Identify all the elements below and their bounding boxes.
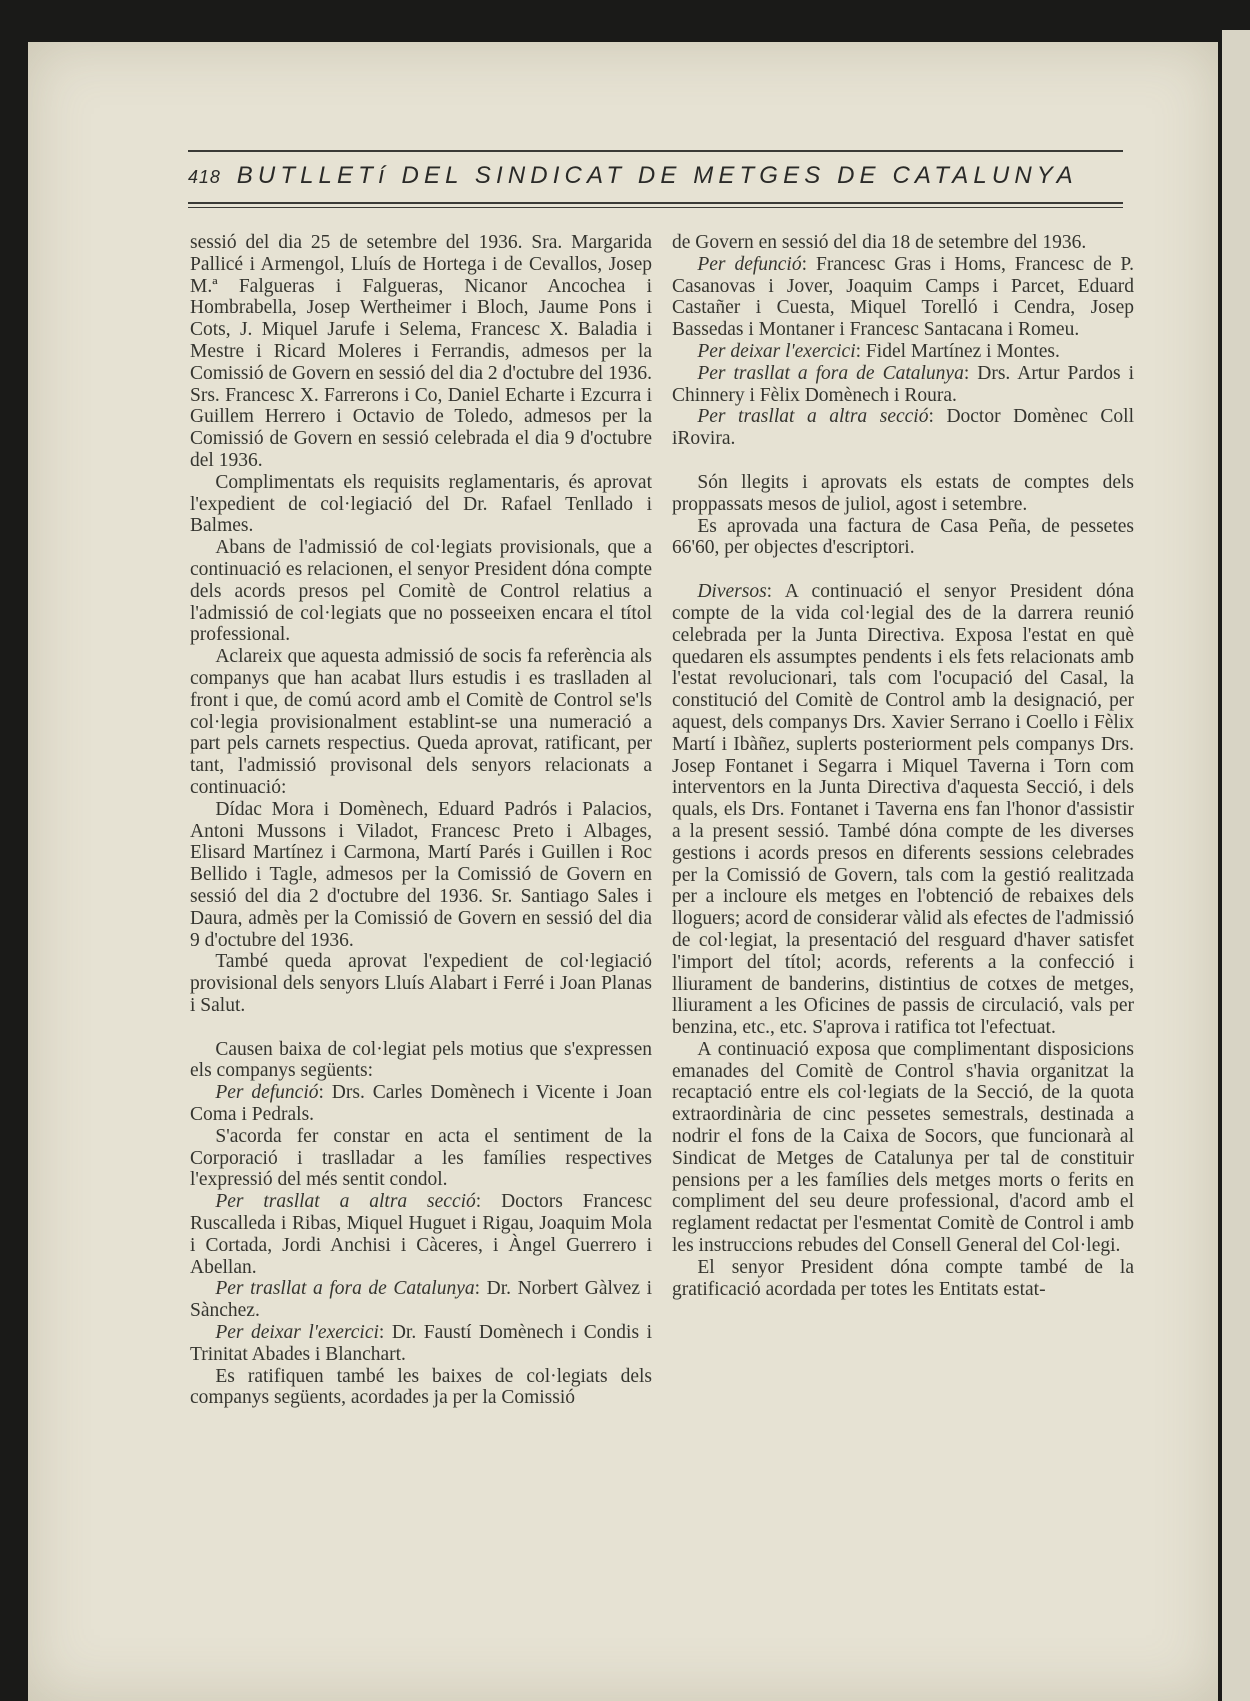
header-bottom-rule-thin [188,207,1123,208]
section-label: Per deixar l'exercici [697,340,856,362]
paragraph-text: : Francesc Gras i Homs, Francesc de P. Casanovas i Jover, Joaquim Camps i Parcet, Eduard Castañer i Cuesta, Miquel Torelló i Cendra, Josep Bassedas i Montaner i Francesc Santacana i Romeu. [672,253,1134,341]
paragraph: Abans de l'admissió de col·legiats provisionals, que a continuació es relacionen, el senyor President dóna compte dels acords presos pel Comitè de Control relatius a l'admissió de col·legiats que no posseeixen encara el títol professional. [190,537,652,646]
paragraph: Aclareix que aquesta admissió de socis fa referència als companys que han acabat llurs estudis i es traslladen al front i que, de comú acord amb el Comitè de Control se'ls col·legia provisionalment establint-se una numeració a part pels carnets respectius. Queda aprovat, ratificant, per tant, l'admissió provisonal dels senyors relacionats a continuació: [190,646,652,798]
running-title: BUTLLETí DEL SINDICAT DE METGES DE CATALUNYA [236,162,1078,189]
paragraph [672,406,1134,450]
section-label: Per trasllat a altra secció [215,1191,476,1213]
header-bottom-rule [188,202,1123,204]
section-label: Per deixar l'exercici [215,1322,379,1344]
paragraph-text: : Dr. Faustí Domènech i Condis i Trinitat Abades i Blanchart. [190,1322,652,1365]
paragraph-text: : Fidel Martínez i Montes. [855,340,1060,362]
paragraph: Dídac Mora i Domènech, Eduard Padrós i Palacios, Antoni Mussons i Viladot, Francesc Preto i Albages, Elisard Martínez i Carmona, Martí Parés i Guillen i Roc Bellido i Tagle, admesos per la Comissió de Govern en sessió del dia 2 d'octubre del 1936. Sr. Santiago Sales i Daura, admès per la Comissió de Govern en sessió del dia 9 d'octubre del 1936. [190,798,652,951]
paragraph: de Govern en sessió del dia 18 de setembre del 1936. [672,232,1087,253]
paragraph-text: : Doctors Francesc Ruscalleda i Ribas, Miquel Huguet i Rigau, Joaquim Mola i Cortada, Jordi Anchisi i Càceres, i Àngel Guerrero i Abellan. [190,1191,652,1278]
paragraph-text: : Drs. Artur Pardos i Chinnery i Fèlix Domènech i Roura. [672,362,1134,406]
paragraph: Són llegits i aprovats els estats de comptes dels proppassats mesos de juliol, agost i setembre. [672,471,1134,515]
paragraph [672,341,1134,363]
section-label: Per defunció [697,253,802,275]
paragraph [190,1191,652,1278]
paragraph [190,1278,652,1322]
paragraph: S'acorda fer constar en acta el sentiment de la Corporació i traslladar a les famílies respectives l'expressió del més sentit condol. [190,1125,652,1191]
paragraph [672,363,1134,407]
paragraph-text: : Doctor Domènec Coll iRovira. [672,406,1135,450]
paragraph [672,254,1134,341]
paragraph: Causen baixa de col·legiat pels motius que s'expressen els companys següents: [190,1038,652,1082]
paragraph-text: : A continuació el senyor President dóna compte de la vida col·legial des de la darrera reunió celebrada per la Junta Directiva. Exposa l'estat en què quedaren els assumptes pendents i els fets relacionats amb l'estat revolucionari, tals com l'ocupació del Casal, la constitució del Comitè de Control amb la designació, per aquest, dels companys Drs. Xavier Serrano i Coello i Fèlix Martí i Ibàñez, suplerts posteriorment pels companys Drs. Josep Fontanet i Segarra i Miquel Taverna i Torn com interventors en la Junta Directiva d'aquesta Secció, i dels quals, els Drs. Fontanet i Taverna ens fan l'honor d'assistir a la present sessió. També dóna compte de les diverses gestions i acords presos en diferents sessions celebrades per la Comissió de Govern, tals com la gestió realitzada per a incloure els metges en l'obtenció de rebaixes dels lloguers; acord de considerar vàlid als efectes de l'admissió de col·legiat, la presentació del resguard d'haver satisfet l'import del títol; acords, referents a la confecció i lliurament de banderins, distintius de cotxes de metges, lliurament a les Oficines de passis de circulació, vals per benzina, etc., etc. S'aprova i ratifica tot l'efectuat. [672,581,1134,1039]
section-label: Diversos [697,581,767,603]
section-label: Per trasllat a fora de Catalunya [697,362,964,384]
paragraph: El senyor President dóna compte també de la gratificació acordada per totes les Entitats estat- [672,1256,1134,1300]
paragraph: Es ratifiquen també les baixes de col·legiats dels companys següents, acordades ja per la Comissió [190,1365,652,1409]
section-label: Per trasllat a fora de Catalunya [215,1278,475,1300]
right-column [672,232,1134,1300]
header-line [188,162,1123,202]
paragraph: A continuació exposa que complimentant disposicions emanades del Comitè de Control s'havia organitzat la recaptació entre els col·legiats de la Secció, de la quota extraordinària de cinc pessetes semestrals, destinada a nodrir el fons de la Caixa de Socors, que funcionarà al Sindicat de Metges de Catalunya per tal de constituir pensions per a les famílies dels metges morts o ferits en compliment del seu deure professional, d'acord amb el reglament redactat per l'esmentat Comitè de Control i amb les instruccions rebudes del Consell General del Col·legi. [672,1038,1134,1257]
page-number: 418 [188,167,221,187]
paragraph: Es aprovada una factura de Casa Peña, de pessetes 66'60, per objectes d'escriptori. [672,515,1134,559]
paragraph: Complimentats els requisits reglamentaris, és aprovat l'expedient de col·legiació del Dr. Rafael Tenllado i Balmes. [190,471,652,537]
paragraph [190,1082,652,1126]
paragraph [672,581,1134,1039]
running-header [188,150,1123,208]
paragraph-text: : Drs. Carles Domènech i Vicente i Joan Coma i Pedrals. [190,1082,652,1126]
header-top-rule [188,150,1123,152]
next-page-edge [1222,30,1250,1701]
section-label: Per defunció [215,1082,319,1104]
paragraph: sessió del dia 25 de setembre del 1936. Sra. Margarida Pallicé i Armengol, Lluís de Hortega i de Cevallos, Josep M.ª Falgueras i Falgueras, Nicanor Ancochea i Hombrabella, Josep Wertheimer i Bloch, Jaume Pons i Cots, J. Miquel Jarufe i Selema, Francesc X. Baladia i Mestre i Ricard Moleres i Ferrandis, admesos per la Comissió de Govern en sessió del dia 2 d'octubre del 1936. Srs. Francesc X. Farrerons i Co, Daniel Echarte i Ezcurra i Guillem Herrero i Octavio de Toledo, admesos per la Comissió de Govern en sessió celebrada el dia 9 d'octubre del 1936. [190,232,652,471]
paragraph-text: : Dr. Norbert Gàlvez i Sànchez. [190,1278,652,1322]
section-label: Per trasllat a altra secció [697,406,929,428]
paragraph [190,1322,652,1366]
paragraph: També queda aprovat l'expedient de col·legiació provisional dels senyors Lluís Alabart i Ferré i Joan Planas i Salut. [190,951,652,1016]
left-column [190,232,652,1409]
